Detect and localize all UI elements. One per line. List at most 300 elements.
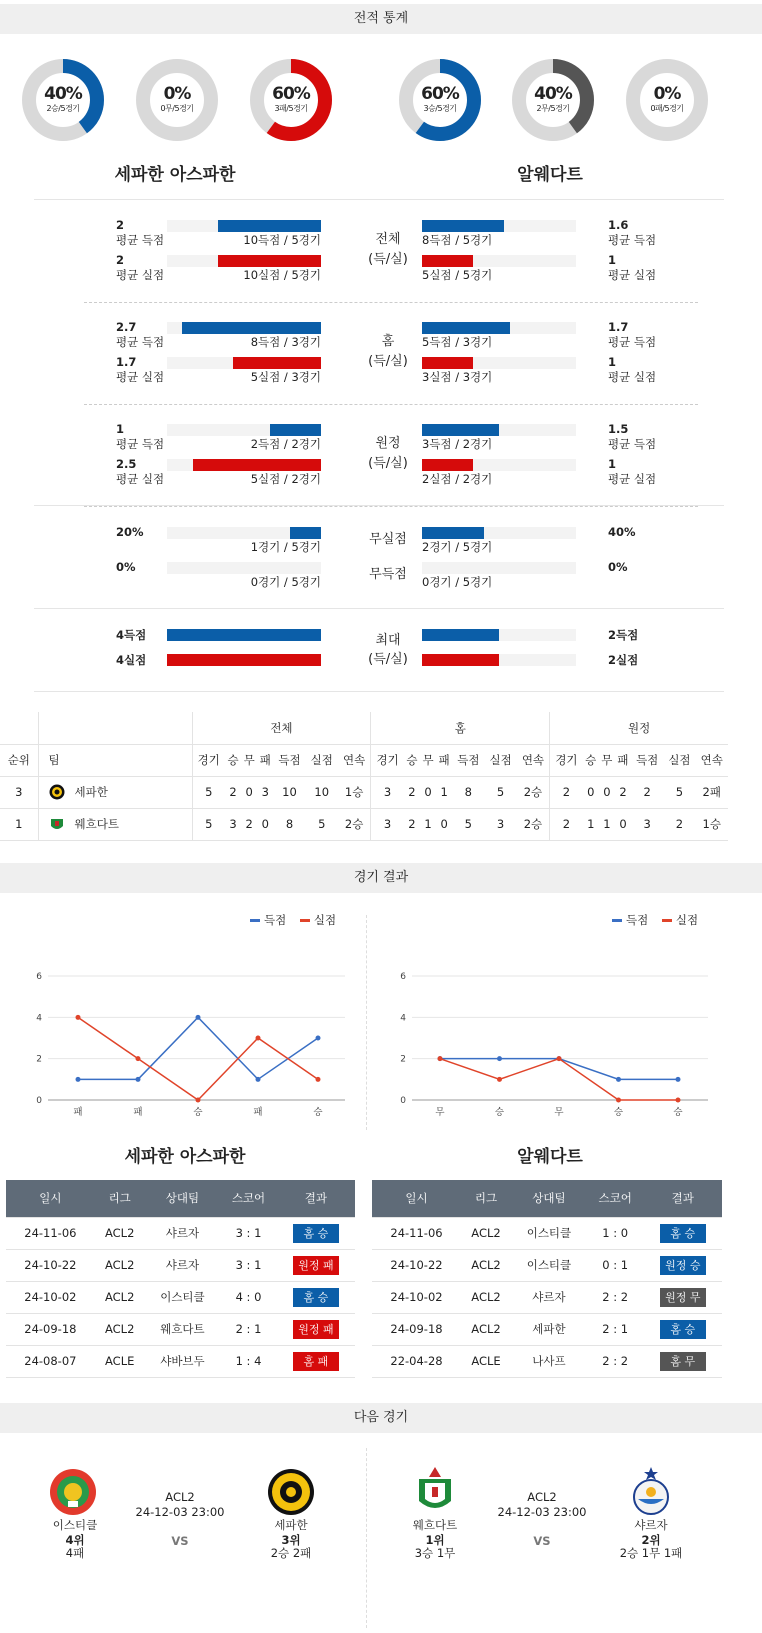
- results-league: ACL2: [461, 1249, 511, 1281]
- x-tick-label: 승: [494, 1107, 505, 1118]
- left-sub: 평균 실점: [116, 268, 165, 282]
- standings-cell: 2: [615, 776, 631, 808]
- series-point-1: [616, 1098, 621, 1103]
- stats-sublabel-0: (득/실): [368, 252, 408, 267]
- donut-percent: 60%: [421, 84, 459, 104]
- standings-col-0-1: 승: [225, 744, 241, 776]
- left-value: 1.7: [116, 355, 137, 369]
- right-sub: 평균 득점: [608, 437, 657, 451]
- results-opp: 샤르자: [145, 1217, 221, 1249]
- right-caption: 2경기 / 5경기: [422, 540, 493, 554]
- left-bar: [182, 322, 321, 334]
- results-outcome: [644, 1249, 722, 1281]
- cleansheet-label-1: 무득점: [369, 567, 407, 582]
- home-donut-1: [20, 57, 106, 143]
- y-tick-label: 0: [400, 1096, 406, 1106]
- right-bar: [422, 357, 473, 369]
- standings-cell: 2승: [338, 808, 371, 840]
- result-badge: 원정 패: [293, 1320, 339, 1339]
- x-tick-label: 승: [313, 1107, 323, 1118]
- result-badge: 홈 승: [293, 1224, 339, 1243]
- results-opp: 웨흐다트: [145, 1313, 221, 1345]
- away-team-name: 알웨다트: [517, 165, 583, 185]
- results-row: [372, 1313, 722, 1345]
- results-league: ACLE: [461, 1345, 511, 1377]
- series-point-0: [316, 1036, 321, 1041]
- right-sub: 평균 득점: [608, 335, 657, 349]
- series-point-0: [497, 1056, 502, 1061]
- results-head-4: 결과: [277, 1180, 355, 1217]
- standings-rank: 1: [0, 808, 38, 840]
- right-value: 1: [608, 457, 617, 471]
- results-outcome: [277, 1217, 355, 1249]
- right-bar: [422, 424, 499, 436]
- right-caption: 5실점 / 5경기: [422, 268, 493, 282]
- series-point-0: [136, 1077, 141, 1082]
- standings-group-all: 전체: [192, 712, 371, 744]
- results-league: ACL2: [95, 1313, 145, 1345]
- away-donut-2: [510, 57, 596, 143]
- next1-left-record: 4패: [65, 1546, 85, 1560]
- right-value: 1: [608, 253, 617, 267]
- standings-cell: 0: [241, 776, 257, 808]
- standings-cell: 2승: [517, 808, 550, 840]
- series-line-0: [440, 1059, 678, 1080]
- stats-sublabel-1: (득/실): [368, 354, 408, 369]
- series-point-1: [497, 1077, 502, 1082]
- results-row: [6, 1313, 355, 1345]
- x-tick-label: 패: [253, 1107, 263, 1118]
- standings-group-away: 원정: [550, 712, 728, 744]
- standings-col-0-5: 실점: [306, 744, 338, 776]
- right-value: 1.7: [608, 320, 629, 334]
- series-point-0: [616, 1077, 621, 1082]
- standings-cell: 3: [484, 808, 516, 840]
- result-badge: 홈 무: [660, 1352, 706, 1371]
- standings-cell: 10: [273, 776, 305, 808]
- standings-cell: 5: [192, 776, 225, 808]
- standings-cell: 1: [599, 808, 615, 840]
- results-date: 24-09-18: [372, 1313, 461, 1345]
- series-point-1: [316, 1077, 321, 1082]
- standings-cell: 0: [420, 776, 436, 808]
- left-bar-track: [167, 562, 321, 574]
- left-caption: 2득점 / 2경기: [250, 437, 321, 451]
- away-results-chart: [370, 960, 740, 1125]
- series-point-1: [76, 1015, 81, 1020]
- left-sub: 평균 득점: [116, 335, 165, 349]
- home-chart-legend: [250, 912, 336, 928]
- series-point-1: [136, 1056, 141, 1061]
- left-caption: 8득점 / 3경기: [250, 335, 321, 349]
- results-head-4: 결과: [644, 1180, 722, 1217]
- right-value: 0%: [608, 560, 628, 574]
- next2-vs: VS: [533, 1534, 551, 1548]
- results-opp: 샤르자: [511, 1281, 587, 1313]
- donut-percent: 0%: [163, 84, 191, 104]
- results-score: 3 : 1: [220, 1217, 277, 1249]
- standings-team: [38, 808, 192, 840]
- results-head-1: 리그: [461, 1180, 511, 1217]
- standings-col-1-6: 연속: [517, 744, 550, 776]
- results-league: ACLE: [95, 1345, 145, 1377]
- result-badge: 원정 승: [660, 1256, 706, 1275]
- results-row: [372, 1281, 722, 1313]
- series-line-0: [78, 1017, 318, 1079]
- standings-rank: 3: [0, 776, 38, 808]
- standings-col-0-4: 득점: [273, 744, 305, 776]
- standings-cell: 5: [484, 776, 516, 808]
- right-caption: 5득점 / 3경기: [422, 335, 493, 349]
- next2-league: ACL2: [527, 1490, 557, 1504]
- standings-cell: 0: [257, 808, 273, 840]
- standings-blank-1: [0, 712, 38, 744]
- next1-left-name: 이스티클: [52, 1518, 98, 1532]
- results-head-2: 상대팀: [511, 1180, 587, 1217]
- right-bar: [422, 220, 504, 232]
- max-sublabel: (득/실): [368, 652, 408, 667]
- results-date: 24-10-22: [372, 1249, 461, 1281]
- next2-right-record: 2승 1무 1패: [619, 1546, 683, 1560]
- series-point-1: [676, 1098, 681, 1103]
- series-point-1: [196, 1098, 201, 1103]
- standings-cell: 1승: [338, 776, 371, 808]
- results-league: ACL2: [461, 1281, 511, 1313]
- standings-col-0-2: 무: [241, 744, 257, 776]
- left-value: 2: [116, 253, 125, 267]
- results-score: 4 : 0: [220, 1281, 277, 1313]
- right-value: 1.6: [608, 218, 629, 232]
- standings-col-2-6: 연속: [696, 744, 728, 776]
- donut-subtext: 0무/5경기: [160, 104, 194, 113]
- standings-cell: 2: [550, 808, 583, 840]
- sepahan-logo-icon: [49, 784, 65, 800]
- results-score: 2 : 1: [587, 1313, 644, 1345]
- results-league: ACL2: [461, 1217, 511, 1249]
- results-score: 1 : 0: [587, 1217, 644, 1249]
- standings-cell: 8: [452, 776, 484, 808]
- left-value: 2: [116, 218, 125, 232]
- series-point-0: [256, 1077, 261, 1082]
- cleansheet-label-0: 무실점: [369, 532, 407, 547]
- donut-percent: 40%: [534, 84, 572, 104]
- series-point-0: [76, 1077, 81, 1082]
- left-bar: [233, 357, 321, 369]
- left-bar: [167, 654, 321, 666]
- results-head-1: 리그: [95, 1180, 145, 1217]
- results-row: [372, 1217, 722, 1249]
- standings-col-2-1: 승: [583, 744, 599, 776]
- results-head-3: 스코어: [587, 1180, 644, 1217]
- standings-cell: 0: [615, 808, 631, 840]
- results-opp: 샤바브두: [145, 1345, 221, 1377]
- sharjah-logo-icon: [628, 1465, 674, 1517]
- right-caption: 3실점 / 3경기: [422, 370, 493, 384]
- donut-subtext: 2무/5경기: [536, 104, 570, 113]
- standings-col-2-5: 실점: [663, 744, 695, 776]
- standings-col-1-2: 무: [420, 744, 436, 776]
- legend-scored: 득점: [250, 913, 286, 927]
- left-bar: [218, 255, 321, 267]
- standings-col-2-4: 득점: [631, 744, 663, 776]
- standings-cell: 1승: [696, 808, 728, 840]
- left-caption: 5실점 / 3경기: [250, 370, 321, 384]
- right-value: 1: [608, 355, 617, 369]
- standings-cell: 8: [273, 808, 305, 840]
- standings-cell: 10: [306, 776, 338, 808]
- next1-league: ACL2: [165, 1490, 195, 1504]
- right-bar: [422, 255, 473, 267]
- left-caption: 10실점 / 5경기: [243, 268, 321, 282]
- x-tick-label: 패: [133, 1107, 143, 1118]
- next1-vs: VS: [171, 1534, 189, 1548]
- left-value: 4득점: [116, 628, 147, 642]
- left-value: 4실점: [116, 653, 147, 667]
- results-row: [372, 1249, 722, 1281]
- standings-cell: 5: [452, 808, 484, 840]
- left-bar: [167, 629, 321, 641]
- standings-head-team: 팀: [38, 744, 192, 776]
- right-sub: 평균 실점: [608, 370, 657, 384]
- next1-right-record: 2승 2패: [270, 1546, 312, 1560]
- results-row: [6, 1281, 355, 1313]
- right-value: 2득점: [608, 628, 639, 642]
- results-league: ACL2: [95, 1281, 145, 1313]
- result-badge: 홈 패: [293, 1352, 339, 1371]
- series-point-0: [196, 1015, 201, 1020]
- home-donut-2: [134, 57, 220, 143]
- results-row: [372, 1345, 722, 1377]
- istiklol-logo-icon: [48, 1467, 98, 1517]
- results-date: 24-10-02: [6, 1281, 95, 1313]
- standings-cell: 3: [225, 808, 241, 840]
- stats-label-2: 원정: [375, 436, 401, 451]
- left-bar: [193, 459, 321, 471]
- results-outcome: [644, 1217, 722, 1249]
- next1-right-rank: 3위: [281, 1533, 301, 1547]
- result-badge: 홈 승: [660, 1320, 706, 1339]
- left-bar: [218, 220, 321, 232]
- left-sub: 평균 실점: [116, 472, 165, 486]
- results-opp: 나사프: [511, 1345, 587, 1377]
- results-header-row: [6, 1180, 355, 1217]
- right-value: 2실점: [608, 653, 639, 667]
- left-caption: 10득점 / 5경기: [243, 233, 321, 247]
- standings-cell: 0: [599, 776, 615, 808]
- home-team-name: 세파한 아스파한: [114, 165, 236, 185]
- y-tick-label: 2: [36, 1054, 42, 1065]
- results-score: 0 : 1: [587, 1249, 644, 1281]
- result-badge: 원정 무: [660, 1288, 706, 1307]
- legend-scored: 득점: [612, 913, 648, 927]
- left-sub: 평균 득점: [116, 233, 165, 247]
- right-sub: 평균 득점: [608, 233, 657, 247]
- donut-subtext: 3승/5경기: [423, 104, 457, 113]
- max-label: 최대: [375, 633, 401, 648]
- away-donut-1: [397, 57, 483, 143]
- right-bar: [422, 322, 510, 334]
- away-results-table: [372, 1180, 722, 1378]
- away-donut-3: [624, 57, 710, 143]
- left-value: 0%: [116, 560, 136, 574]
- left-bar: [290, 527, 321, 539]
- next2-right-name: 샤르자: [634, 1518, 668, 1532]
- results-date: 24-10-02: [372, 1281, 461, 1313]
- standings-col-2-0: 경기: [550, 744, 583, 776]
- standings-col-2-2: 무: [599, 744, 615, 776]
- standings-cell: 2승: [517, 776, 550, 808]
- result-badge: 홈 승: [293, 1288, 339, 1307]
- right-caption: 3득점 / 2경기: [422, 437, 493, 451]
- standings-cell: 2: [241, 808, 257, 840]
- left-value: 20%: [116, 525, 144, 539]
- results-score: 3 : 1: [220, 1249, 277, 1281]
- standings-cell: 2: [663, 808, 695, 840]
- x-tick-label: 승: [613, 1107, 624, 1118]
- home-results-table: [6, 1180, 355, 1378]
- results-row: [6, 1217, 355, 1249]
- donut-percent: 0%: [653, 84, 681, 104]
- results-outcome: [644, 1345, 722, 1377]
- next1-left-rank: 4위: [65, 1533, 85, 1547]
- sepahan-logo-icon: [266, 1467, 316, 1517]
- results-row: [6, 1249, 355, 1281]
- x-tick-label: 무: [435, 1107, 445, 1118]
- standings-cell: 3: [371, 808, 404, 840]
- y-tick-label: 0: [36, 1096, 42, 1106]
- standings-cell: 2: [631, 776, 663, 808]
- results-opp: 샤르자: [145, 1249, 221, 1281]
- series-point-1: [438, 1056, 443, 1061]
- x-tick-label: 승: [193, 1107, 203, 1118]
- home-results-chart: [0, 960, 370, 1125]
- results-score: 2 : 2: [587, 1281, 644, 1313]
- standings-row: [0, 776, 728, 808]
- results-league: ACL2: [461, 1313, 511, 1345]
- y-tick-label: 4: [36, 1013, 42, 1024]
- home-results-team-name: 세파한 아스파한: [124, 1147, 246, 1167]
- y-tick-label: 2: [400, 1054, 406, 1065]
- standings-cell: 0: [583, 776, 599, 808]
- results-head-0: 일시: [6, 1180, 95, 1217]
- results-league: ACL2: [95, 1217, 145, 1249]
- results-head-2: 상대팀: [145, 1180, 221, 1217]
- donut-subtext: 3패/5경기: [274, 104, 308, 113]
- away-chart-legend: [612, 912, 698, 928]
- right-bar: [422, 459, 473, 471]
- right-caption: 2실점 / 2경기: [422, 472, 493, 486]
- results-head-0: 일시: [372, 1180, 461, 1217]
- next1-datetime: 24-12-03 23:00: [135, 1505, 225, 1519]
- wehdat-logo-icon: [49, 816, 65, 832]
- results-score: 2 : 1: [220, 1313, 277, 1345]
- right-value: 40%: [608, 525, 636, 539]
- home-donut-3: [248, 57, 334, 143]
- legend-conceded: 실점: [662, 913, 698, 927]
- series-point-1: [557, 1056, 562, 1061]
- results-date: 22-04-28: [372, 1345, 461, 1377]
- left-sub: 평균 실점: [116, 370, 165, 384]
- standings-cell: 2: [404, 776, 420, 808]
- standings-cell: 0: [436, 808, 452, 840]
- standings-cell: 3: [257, 776, 273, 808]
- standings-col-1-4: 득점: [452, 744, 484, 776]
- next2-left-record: 3승 1무: [414, 1546, 456, 1560]
- standings-cell: 5: [663, 776, 695, 808]
- series-point-1: [256, 1036, 261, 1041]
- standings-cell: 5: [306, 808, 338, 840]
- section-title-record: 전적 통계: [0, 4, 762, 34]
- left-caption: 1경기 / 5경기: [250, 540, 321, 554]
- standings-team-name: 세파한: [74, 784, 108, 799]
- next2-right-rank: 2위: [641, 1533, 661, 1547]
- standings-cell: 2패: [696, 776, 728, 808]
- results-outcome: [277, 1313, 355, 1345]
- left-value: 2.5: [116, 457, 137, 471]
- results-score: 2 : 2: [587, 1345, 644, 1377]
- standings-cell: 3: [371, 776, 404, 808]
- results-opp: 이스티클: [511, 1217, 587, 1249]
- results-date: 24-09-18: [6, 1313, 95, 1345]
- standings-col-1-0: 경기: [371, 744, 404, 776]
- y-tick-label: 4: [400, 1013, 406, 1024]
- standings-cell: 1: [583, 808, 599, 840]
- standings-cell: 3: [631, 808, 663, 840]
- stats-sublabel-2: (득/실): [368, 456, 408, 471]
- results-outcome: [277, 1281, 355, 1313]
- right-caption: 0경기 / 5경기: [422, 575, 493, 589]
- right-sub: 평균 실점: [608, 472, 657, 486]
- results-header-row: [372, 1180, 722, 1217]
- standings-team: [38, 776, 192, 808]
- results-outcome: [277, 1249, 355, 1281]
- donut-percent: 60%: [272, 84, 310, 104]
- series-point-0: [676, 1077, 681, 1082]
- standings-col-2-3: 패: [615, 744, 631, 776]
- results-outcome: [277, 1345, 355, 1377]
- next2-left-name: 웨흐다트: [412, 1518, 458, 1532]
- standings-col-1-3: 패: [436, 744, 452, 776]
- left-value: 1: [116, 422, 125, 436]
- away-results-team-name: 알웨다트: [517, 1147, 583, 1167]
- standings-team-name: 웨흐다트: [74, 816, 119, 831]
- right-value: 1.5: [608, 422, 629, 436]
- standings-col-1-5: 실점: [484, 744, 516, 776]
- right-caption: 8득점 / 5경기: [422, 233, 493, 247]
- standings-cell: 5: [192, 808, 225, 840]
- left-caption: 0경기 / 5경기: [250, 575, 321, 589]
- x-tick-label: 무: [554, 1107, 564, 1118]
- left-sub: 평균 득점: [116, 437, 165, 451]
- donut-subtext: 0패/5경기: [650, 104, 684, 113]
- standings-head-rank: 순위: [0, 744, 38, 776]
- standings-cell: 1: [436, 776, 452, 808]
- results-date: 24-08-07: [6, 1345, 95, 1377]
- x-tick-label: 승: [673, 1107, 683, 1118]
- right-sub: 평균 실점: [608, 268, 657, 282]
- donut-subtext: 2승/5경기: [46, 104, 80, 113]
- standings-col-1-1: 승: [404, 744, 420, 776]
- standings-cell: 2: [404, 808, 420, 840]
- standings-col-0-3: 패: [257, 744, 273, 776]
- left-caption: 5실점 / 2경기: [250, 472, 321, 486]
- standings-col-0-6: 연속: [338, 744, 371, 776]
- standings-cell: 2: [225, 776, 241, 808]
- standings-table: [0, 712, 728, 841]
- right-bar-track: [422, 562, 576, 574]
- right-bar: [422, 527, 484, 539]
- results-date: 24-11-06: [6, 1217, 95, 1249]
